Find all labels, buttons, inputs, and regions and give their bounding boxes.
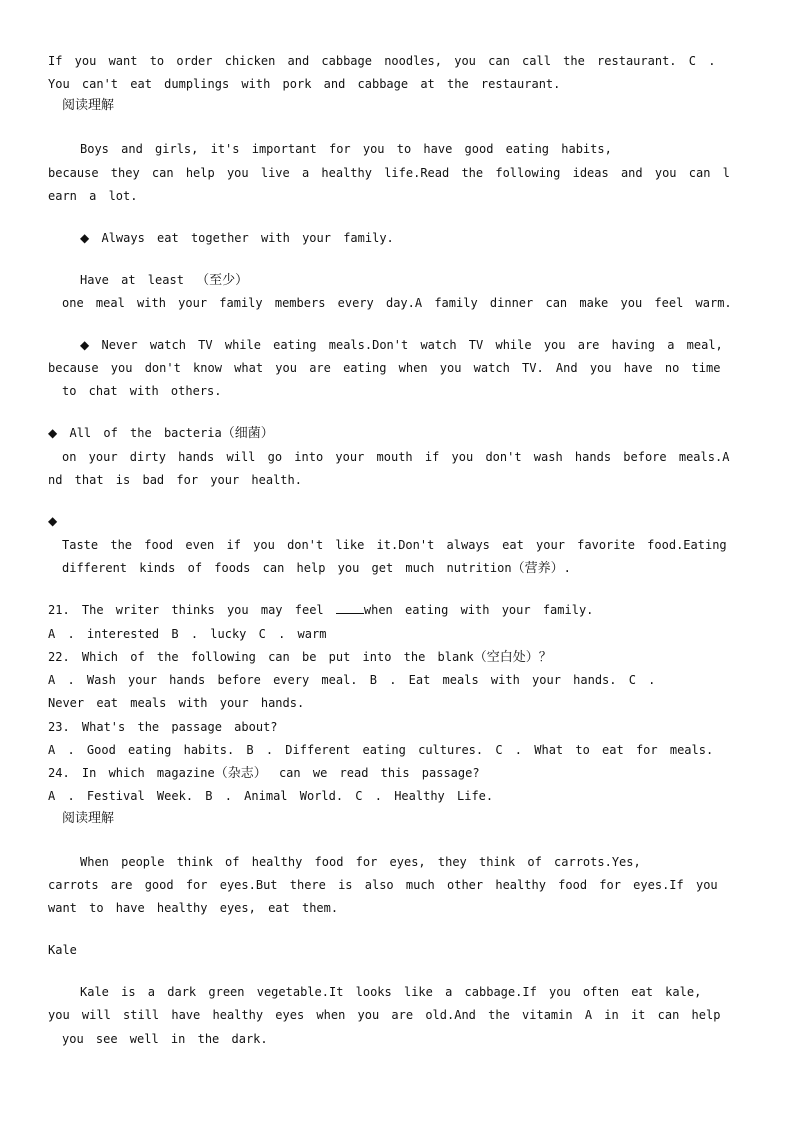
text-line: If you want to order chicken and cabbage noodles, you can call the restaurant. C . bbox=[48, 54, 716, 68]
bullet-text: Never watch TV while eating meals.Don't watch TV while you are having a meal, bbox=[101, 338, 723, 352]
question-text: 21. The writer thinks you may feel bbox=[48, 603, 336, 617]
paragraph-line: Boys and girls, it's important for you to have good eating habits, bbox=[80, 142, 612, 156]
line-text: different kinds of foods can help you get much nutrition bbox=[62, 561, 512, 575]
gloss-cn: （至少） bbox=[196, 273, 249, 288]
diamond-bullet-icon: ◆ bbox=[80, 338, 90, 352]
paragraph-line: because they can help you live a healthy life.Read the following ideas and you can l bbox=[48, 166, 730, 180]
text-line: You can't eat dumplings with pork and cabbage at the restaurant. bbox=[48, 77, 561, 91]
answer-blank[interactable] bbox=[336, 602, 364, 614]
question-options: A . Festival Week. B . Animal World. C . Healthy Life. bbox=[48, 789, 494, 803]
question-options: A . interested B . lucky C . warm bbox=[48, 627, 327, 641]
question-23: 23. What's the passage about? bbox=[48, 720, 278, 734]
line-text: . bbox=[563, 561, 571, 575]
paragraph-line bbox=[80, 272, 746, 288]
question-text: can we read this passage? bbox=[266, 766, 480, 780]
paragraph-line: on your dirty hands will go into your mouth if you don't wash hands before meals.A bbox=[62, 450, 730, 464]
question-text: 24. In which magazine bbox=[48, 766, 215, 780]
bullet-text: Always eat together with your family. bbox=[101, 231, 394, 245]
diamond-bullet-icon: ◆ bbox=[48, 514, 58, 528]
gloss-cn: （杂志） bbox=[214, 766, 267, 781]
gloss-cn: （细菌） bbox=[221, 426, 274, 441]
paragraph-line: to chat with others. bbox=[62, 384, 222, 398]
paragraph-line: want to have healthy eyes, eat them. bbox=[48, 901, 339, 915]
diamond-bullet-icon: ◆ bbox=[80, 231, 90, 245]
question-24 bbox=[48, 765, 746, 781]
question-options: A . Good eating habits. B . Different eating cultures. C . What to eat for meals. bbox=[48, 743, 714, 757]
bullet-item bbox=[80, 230, 746, 246]
gloss-cn: （空白处）？ bbox=[473, 650, 552, 665]
bullet-text: All of the bacteria bbox=[69, 426, 222, 440]
paragraph-line: one meal with your family members every day.A family dinner can make you feel warm. bbox=[62, 296, 732, 310]
bullet-item bbox=[48, 513, 746, 529]
paragraph-line: Kale is a dark green vegetable.It looks like a cabbage.If you often eat kale, bbox=[80, 985, 702, 999]
question-text: when eating with your family. bbox=[363, 603, 594, 617]
question-options: A . Wash your hands before every meal. B . Eat meals with your hands. C . bbox=[48, 673, 656, 687]
paragraph-line: you see well in the dark. bbox=[62, 1032, 268, 1046]
paragraph-line: you will still have healthy eyes when you are old.And the vitamin A in it can help bbox=[48, 1008, 721, 1022]
diamond-bullet-icon: ◆ bbox=[48, 426, 58, 440]
section-heading: 阅读理解 bbox=[62, 811, 115, 826]
question-21 bbox=[48, 602, 746, 618]
question-22 bbox=[48, 649, 746, 665]
paragraph-line: earn a lot. bbox=[48, 189, 138, 203]
line-text: Have at least bbox=[80, 273, 197, 287]
bullet-item bbox=[80, 337, 746, 353]
section-heading: 阅读理解 bbox=[62, 98, 115, 113]
gloss-cn: （营养） bbox=[511, 561, 564, 576]
paragraph-line: carrots are good for eyes.But there is also much other healthy food for eyes.If you bbox=[48, 878, 718, 892]
paragraph-line bbox=[62, 560, 746, 576]
bullet-item bbox=[48, 425, 746, 441]
paragraph-line: Taste the food even if you don't like it.Don't always eat your favorite food.Eating bbox=[62, 538, 727, 552]
paragraph-line: because you don't know what you are eating when you watch TV. And you have no time bbox=[48, 361, 721, 375]
question-options: Never eat meals with your hands. bbox=[48, 696, 305, 710]
paragraph-line: When people think of healthy food for eyes, they think of carrots.Yes, bbox=[80, 855, 641, 869]
subheading: Kale bbox=[48, 943, 77, 957]
question-text: 22. Which of the following can be put into the blank bbox=[48, 650, 474, 664]
paragraph-line: nd that is bad for your health. bbox=[48, 473, 302, 487]
